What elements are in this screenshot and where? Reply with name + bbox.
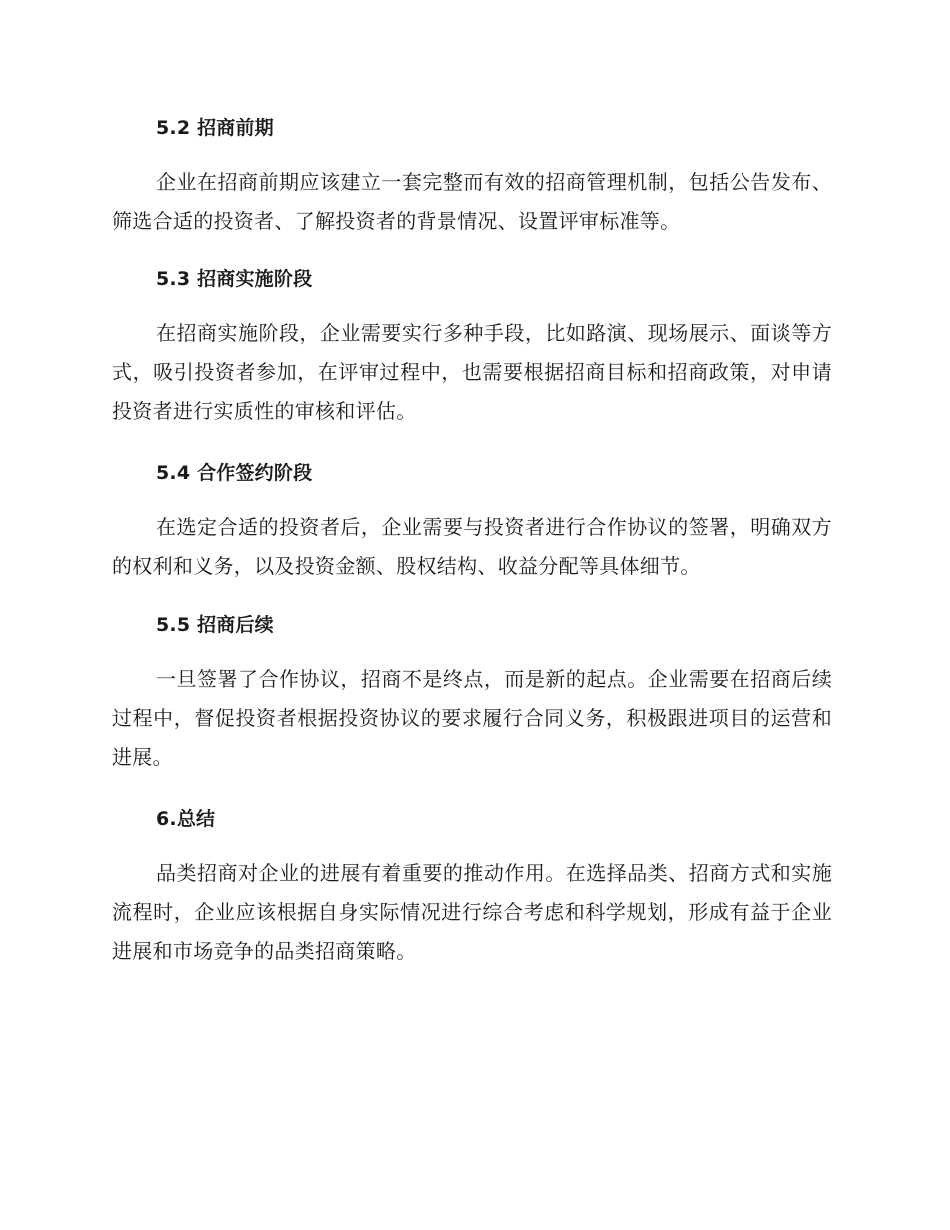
section-heading-5-5: 5.5 招商后续 bbox=[156, 614, 274, 636]
section-heading-5-2: 5.2 招商前期 bbox=[156, 117, 274, 139]
section-paragraph-5-2: 企业在招商前期应该建立一套完整而有效的招商管理机制，包括公告发布、筛选合适的投资者、了解投资者的背景情况、设置评审标准等。 bbox=[112, 170, 832, 233]
section-paragraph-5-5: 一旦签署了合作协议，招商不是终点，而是新的起点。企业需要在招商后续过程中，督促投资者根据投资协议的要求履行合同义务，积极跟进项目的运营和进展。 bbox=[112, 667, 832, 769]
section-paragraph-5-4: 在选定合适的投资者后，企业需要与投资者进行合作协议的签署，明确双方的权利和义务，以及投资金额、股权结构、收益分配等具体细节。 bbox=[112, 515, 832, 578]
section-paragraph-5-3: 在招商实施阶段，企业需要实行多种手段，比如路演、现场展示、面谈等方式，吸引投资者参加，在评审过程中，也需要根据招商目标和招商政策，对申请投资者进行实质性的审核和评估。 bbox=[112, 321, 832, 423]
section-heading-5-4: 5.4 合作签约阶段 bbox=[156, 462, 313, 484]
section-heading-6: 6.总结 bbox=[156, 808, 216, 830]
section-paragraph-6: 品类招商对企业的进展有着重要的推动作用。在选择品类、招商方式和实施流程时，企业应该根据自身实际情况进行综合考虑和科学规划，形成有益于企业进展和市场竞争的品类招商策略。 bbox=[112, 861, 832, 963]
section-heading-5-3: 5.3 招商实施阶段 bbox=[156, 268, 313, 290]
